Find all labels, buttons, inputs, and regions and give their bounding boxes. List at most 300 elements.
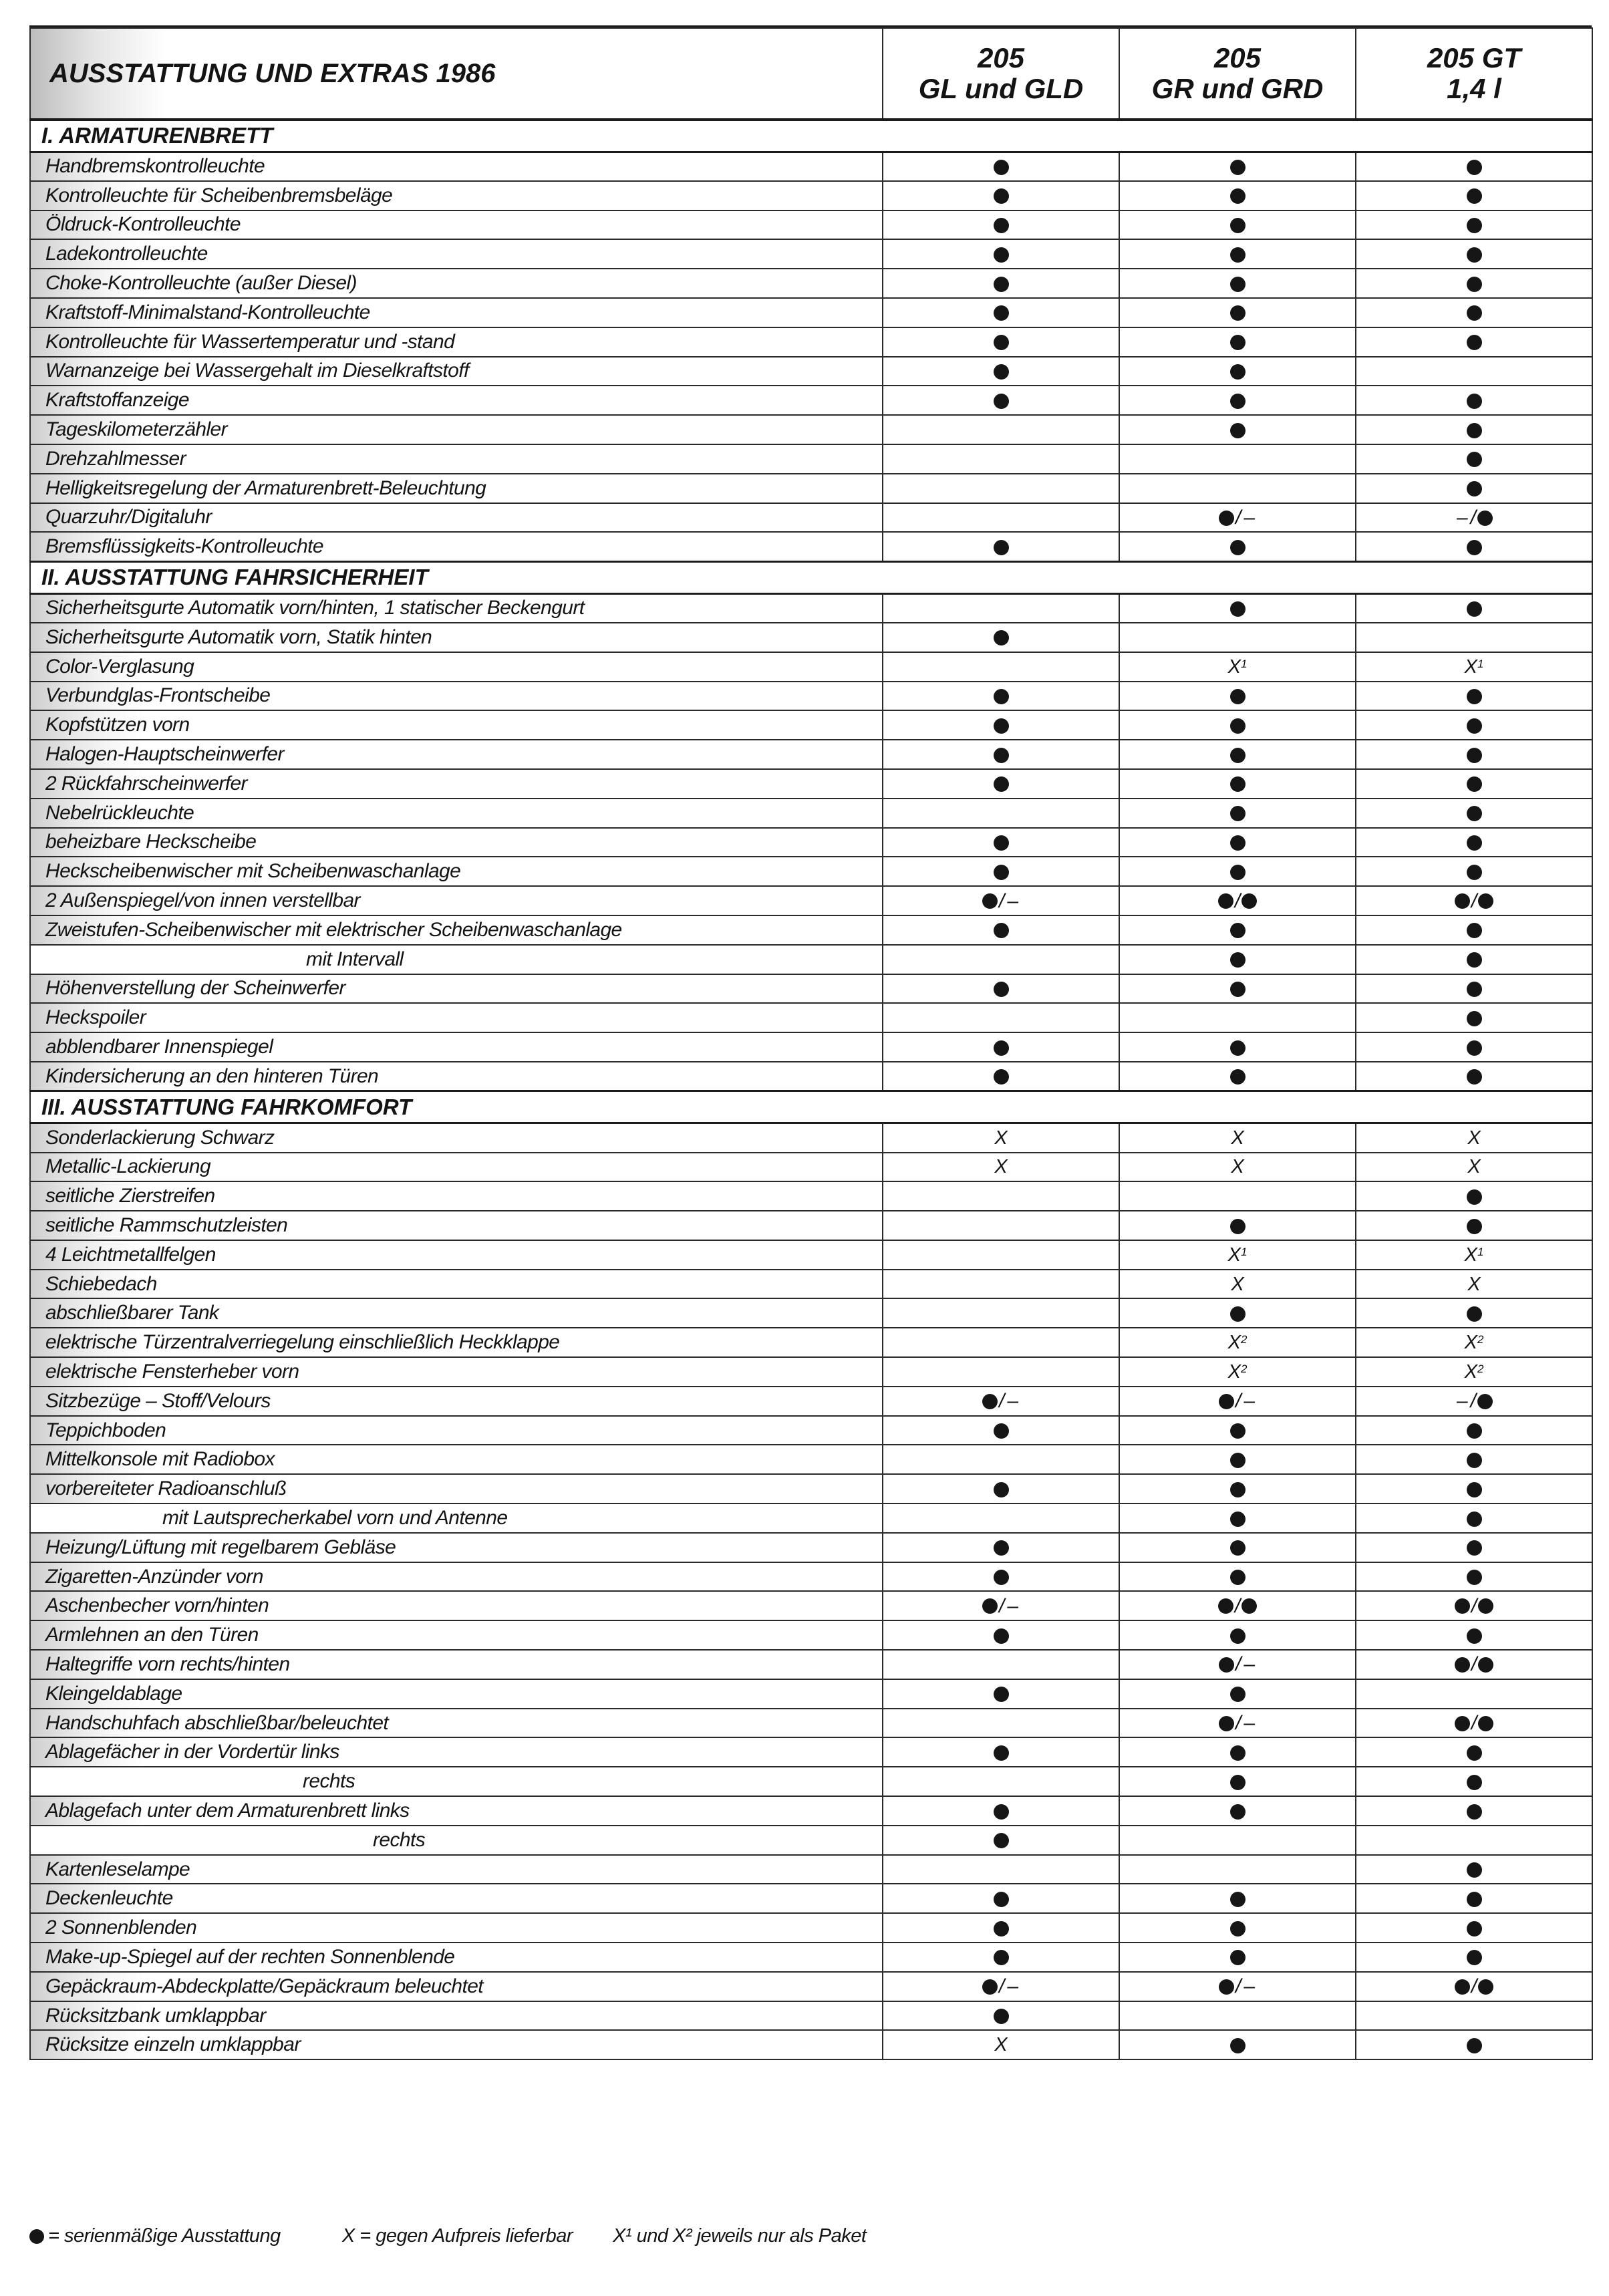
row-label-text: abblendbarer Innenspiegel bbox=[45, 1036, 273, 1058]
marker-cell bbox=[1119, 682, 1356, 711]
filled-dot-icon bbox=[994, 1921, 1009, 1936]
filled-dot-icon bbox=[1467, 1189, 1482, 1205]
filled-dot-icon bbox=[1455, 1657, 1470, 1673]
column-header-line1: 205 bbox=[1213, 42, 1262, 74]
marker-cell bbox=[1119, 503, 1356, 533]
filled-dot-icon bbox=[1467, 1862, 1482, 1878]
filled-dot-icon bbox=[1467, 452, 1482, 467]
marker-cell bbox=[883, 740, 1119, 769]
marker-cell bbox=[1356, 1591, 1592, 1620]
filled-dot-icon bbox=[1241, 1598, 1257, 1614]
marker-cell bbox=[883, 1003, 1119, 1032]
column-header-gl bbox=[883, 28, 1119, 120]
section-header-row bbox=[30, 561, 1592, 593]
marker-cell bbox=[1356, 2001, 1592, 2031]
marker-cell bbox=[1119, 210, 1356, 240]
row-label bbox=[30, 1298, 883, 1328]
filled-dot-icon bbox=[1230, 1482, 1246, 1497]
filled-dot-icon bbox=[1230, 188, 1246, 204]
filled-dot-icon bbox=[994, 1950, 1009, 1965]
filled-dot-icon bbox=[1467, 776, 1482, 792]
table-row bbox=[30, 1445, 1592, 1474]
slash-separator: / bbox=[998, 1390, 1005, 1413]
filled-dot-icon bbox=[994, 247, 1009, 263]
column-header-line1: 205 GT bbox=[1427, 42, 1521, 74]
row-label bbox=[30, 1679, 883, 1709]
marker-cell bbox=[883, 503, 1119, 533]
marker-cell bbox=[883, 1679, 1119, 1709]
marker-cell bbox=[1356, 1123, 1592, 1153]
marker-cell bbox=[1356, 857, 1592, 886]
table-row bbox=[30, 1972, 1592, 2001]
filled-dot-icon bbox=[994, 394, 1009, 409]
table-row bbox=[30, 1591, 1592, 1620]
marker-cell bbox=[1356, 210, 1592, 240]
filled-dot-icon bbox=[994, 718, 1009, 734]
table-row bbox=[30, 1357, 1592, 1387]
marker-cell bbox=[1356, 1503, 1592, 1533]
marker-cell bbox=[883, 239, 1119, 269]
marker-cell bbox=[1119, 2030, 1356, 2059]
marker-cell bbox=[1119, 915, 1356, 945]
marker-cell bbox=[1119, 386, 1356, 415]
marker-cell bbox=[1356, 682, 1592, 711]
dash-mark: – bbox=[1456, 1390, 1468, 1413]
table-row bbox=[30, 298, 1592, 327]
marker-cell bbox=[1356, 945, 1592, 974]
filled-dot-icon bbox=[1467, 1040, 1482, 1056]
filled-dot-icon bbox=[1219, 1979, 1234, 1995]
row-label-text: Handschuhfach abschließbar/beleuchtet bbox=[45, 1711, 389, 1734]
filled-dot-icon bbox=[1467, 1306, 1482, 1322]
table-row bbox=[30, 1181, 1592, 1211]
marker-cell bbox=[883, 1943, 1119, 1972]
slash-separator: / bbox=[1235, 1653, 1241, 1676]
filled-dot-icon bbox=[994, 540, 1009, 555]
row-label bbox=[30, 1884, 883, 1913]
marker-cell bbox=[883, 1445, 1119, 1474]
marker-cell bbox=[1356, 1767, 1592, 1796]
row-label bbox=[30, 682, 883, 711]
marker-cell bbox=[1356, 1357, 1592, 1387]
slash-separator: / bbox=[998, 1594, 1005, 1617]
row-label-text: Metallic-Lackierung bbox=[45, 1155, 211, 1178]
marker-cell bbox=[883, 1328, 1119, 1357]
marker-cell bbox=[883, 444, 1119, 474]
marker-cell bbox=[883, 593, 1119, 623]
row-label-text: Make-up-Spiegel auf der rechten Sonnenblende bbox=[45, 1945, 455, 1968]
extra-mark: X bbox=[994, 2034, 1008, 2056]
marker-cell bbox=[883, 1032, 1119, 1062]
row-label bbox=[30, 386, 883, 415]
row-label bbox=[30, 1855, 883, 1884]
row-label-text: Kraftstoff-Minimalstand-Kontrolleuchte bbox=[45, 301, 370, 323]
filled-dot-icon bbox=[994, 188, 1009, 204]
marker-cell bbox=[1119, 532, 1356, 561]
marker-cell bbox=[883, 357, 1119, 386]
row-label bbox=[30, 2030, 883, 2059]
header-row bbox=[30, 28, 1592, 120]
extra-mark: X bbox=[1231, 1127, 1244, 1149]
marker-cell bbox=[883, 652, 1119, 682]
table-row bbox=[30, 1796, 1592, 1826]
filled-dot-icon bbox=[994, 160, 1009, 175]
marker-cell bbox=[1356, 1032, 1592, 1062]
marker-cell bbox=[883, 210, 1119, 240]
marker-cell bbox=[1119, 1533, 1356, 1562]
filled-dot-icon bbox=[1230, 835, 1246, 851]
row-label bbox=[30, 503, 883, 533]
marker-cell bbox=[1119, 1767, 1356, 1796]
row-label-text: 2 Außenspiegel/von innen verstellbar bbox=[45, 889, 360, 912]
extra-mark: $X^2$ bbox=[1464, 1360, 1484, 1383]
filled-dot-icon bbox=[1467, 247, 1482, 263]
filled-dot-icon bbox=[1230, 865, 1246, 880]
marker-cell bbox=[1119, 181, 1356, 210]
equipment-table bbox=[29, 27, 1593, 2060]
row-label bbox=[30, 152, 883, 181]
filled-dot-icon bbox=[1467, 1745, 1482, 1761]
filled-dot-icon bbox=[1230, 1628, 1246, 1644]
extra-mark: X bbox=[994, 1156, 1008, 1178]
filled-dot-icon bbox=[1230, 1775, 1246, 1790]
marker-cell bbox=[1119, 1445, 1356, 1474]
column-header-line2: GL und GLD bbox=[918, 73, 1084, 104]
row-label-text: Mittelkonsole mit Radiobox bbox=[45, 1448, 275, 1471]
marker-cell bbox=[1356, 1181, 1592, 1211]
row-label bbox=[30, 1943, 883, 1972]
filled-dot-icon bbox=[1467, 865, 1482, 880]
marker-cell bbox=[1356, 1062, 1592, 1091]
marker-cell bbox=[1119, 1972, 1356, 2001]
table-row bbox=[30, 415, 1592, 444]
marker-cell bbox=[1356, 974, 1592, 1004]
marker-cell bbox=[1119, 1650, 1356, 1679]
table-row bbox=[30, 799, 1592, 828]
row-label bbox=[30, 623, 883, 652]
marker-cell bbox=[1356, 2030, 1592, 2059]
filled-dot-icon bbox=[982, 1598, 998, 1614]
filled-dot-icon bbox=[994, 364, 1009, 380]
marker-cell bbox=[1119, 799, 1356, 828]
row-label bbox=[30, 1123, 883, 1153]
row-label-text: Zigaretten-Anzünder vorn bbox=[45, 1565, 263, 1588]
marker-cell bbox=[1356, 652, 1592, 682]
row-label-text: Ladekontrolleuchte bbox=[45, 243, 208, 265]
filled-dot-icon bbox=[994, 982, 1009, 997]
row-label bbox=[30, 1826, 883, 1855]
extra-mark: $X^2$ bbox=[1464, 1332, 1484, 1354]
row-label bbox=[30, 1972, 883, 2001]
row-label-text: Zweistufen-Scheibenwischer mit elektrischer Scheibenwaschanlage bbox=[45, 918, 622, 941]
filled-dot-icon bbox=[1455, 1598, 1470, 1614]
table-row bbox=[30, 386, 1592, 415]
row-label-text: Quarzuhr/Digitaluhr bbox=[45, 506, 212, 529]
marker-cell bbox=[1356, 1003, 1592, 1032]
dash-mark: – bbox=[1244, 1653, 1256, 1676]
table-row bbox=[30, 269, 1592, 298]
filled-dot-icon bbox=[1478, 1657, 1493, 1673]
filled-dot-icon bbox=[1467, 689, 1482, 704]
marker-cell bbox=[1356, 1972, 1592, 2001]
equipment-sheet bbox=[29, 25, 1592, 2060]
marker-cell bbox=[1356, 269, 1592, 298]
filled-dot-icon bbox=[1230, 982, 1246, 997]
filled-dot-icon bbox=[1467, 1775, 1482, 1790]
filled-dot-icon bbox=[1467, 1950, 1482, 1965]
row-label-text: Heizung/Lüftung mit regelbarem Gebläse bbox=[45, 1536, 396, 1558]
row-label bbox=[30, 2001, 883, 2031]
marker-cell bbox=[883, 1620, 1119, 1650]
row-label-text: mit Lautsprecherkabel vorn und Antenne bbox=[162, 1506, 508, 1529]
row-label-text: Sicherheitsgurte Automatik vorn/hinten, 1 statischer Beckengurt bbox=[45, 597, 585, 619]
extra-mark: X bbox=[1467, 1127, 1481, 1149]
marker-cell bbox=[1119, 1240, 1356, 1270]
marker-cell bbox=[1356, 1533, 1592, 1562]
legend-package bbox=[613, 2225, 866, 2247]
row-label bbox=[30, 1445, 883, 1474]
extra-mark: X bbox=[1467, 1156, 1481, 1178]
marker-cell bbox=[1119, 1503, 1356, 1533]
marker-cell bbox=[1119, 327, 1356, 357]
filled-dot-icon bbox=[1219, 1394, 1234, 1409]
table-row bbox=[30, 1503, 1592, 1533]
table-row bbox=[30, 1620, 1592, 1650]
marker-cell bbox=[1119, 1270, 1356, 1299]
row-label bbox=[30, 415, 883, 444]
marker-cell bbox=[1119, 2001, 1356, 2031]
row-label-text: Ablagefach unter dem Armaturenbrett links bbox=[45, 1799, 410, 1822]
table-row bbox=[30, 623, 1592, 652]
row-label bbox=[30, 532, 883, 561]
marker-cell bbox=[1356, 1796, 1592, 1826]
row-label-text: rechts bbox=[373, 1828, 426, 1851]
row-label-text: Aschenbecher vorn/hinten bbox=[45, 1594, 269, 1617]
filled-dot-icon bbox=[994, 835, 1009, 851]
row-label bbox=[30, 1416, 883, 1445]
marker-cell bbox=[1356, 152, 1592, 181]
filled-dot-icon bbox=[1230, 1950, 1246, 1965]
legend-standard-text: = serienmäßige Ausstattung bbox=[48, 2225, 281, 2247]
dash-mark: – bbox=[1244, 1975, 1256, 1998]
row-label bbox=[30, 1032, 883, 1062]
table-row bbox=[30, 210, 1592, 240]
extra-mark: $X^1$ bbox=[1227, 656, 1248, 678]
marker-cell bbox=[1356, 1474, 1592, 1503]
marker-cell bbox=[1356, 1328, 1592, 1357]
filled-dot-icon bbox=[1467, 923, 1482, 938]
filled-dot-icon bbox=[1467, 835, 1482, 851]
filled-dot-icon bbox=[994, 776, 1009, 792]
filled-dot-icon bbox=[1467, 160, 1482, 175]
row-label-text: Kontrolleuchte für Scheibenbremsbeläge bbox=[45, 184, 393, 206]
column-header-line2: 1,4 l bbox=[1447, 73, 1501, 104]
dash-mark: – bbox=[1456, 507, 1468, 529]
marker-cell bbox=[883, 710, 1119, 740]
filled-dot-icon bbox=[1230, 1512, 1246, 1527]
row-label-text: Choke-Kontrolleuchte (außer Diesel) bbox=[45, 272, 357, 295]
extra-mark: X bbox=[994, 1127, 1008, 1149]
filled-dot-icon bbox=[1219, 511, 1234, 526]
row-label bbox=[30, 799, 883, 828]
filled-dot-icon bbox=[1230, 160, 1246, 175]
marker-cell bbox=[1356, 1943, 1592, 1972]
row-label-text: Rücksitzbank umklappbar bbox=[45, 2004, 266, 2027]
marker-cell bbox=[883, 1562, 1119, 1592]
filled-dot-icon bbox=[1467, 1540, 1482, 1556]
dash-mark: – bbox=[1007, 1594, 1019, 1617]
marker-cell bbox=[883, 799, 1119, 828]
marker-cell bbox=[883, 1913, 1119, 1943]
marker-cell bbox=[1119, 1357, 1356, 1387]
row-label-text: Sonderlackierung Schwarz bbox=[45, 1126, 275, 1149]
table-row bbox=[30, 1737, 1592, 1767]
filled-dot-icon bbox=[1467, 218, 1482, 233]
slash-separator: / bbox=[1470, 507, 1477, 529]
marker-cell bbox=[1119, 1153, 1356, 1182]
marker-cell bbox=[1119, 444, 1356, 474]
row-label-text: Color-Verglasung bbox=[45, 655, 194, 678]
legend-standard bbox=[29, 2225, 281, 2247]
row-label bbox=[30, 1767, 883, 1796]
row-label-text: Haltegriffe vorn rechts/hinten bbox=[45, 1653, 290, 1675]
filled-dot-icon bbox=[1455, 1716, 1470, 1731]
filled-dot-icon bbox=[1230, 277, 1246, 292]
column-header-line2: GR und GRD bbox=[1151, 73, 1324, 104]
marker-cell bbox=[1356, 1737, 1592, 1767]
section-title: III. AUSSTATTUNG FAHRKOMFORT bbox=[30, 1091, 1592, 1123]
filled-dot-icon bbox=[1230, 1892, 1246, 1907]
marker-cell bbox=[883, 769, 1119, 799]
row-label bbox=[30, 740, 883, 769]
filled-dot-icon bbox=[1230, 952, 1246, 968]
filled-dot-icon bbox=[994, 218, 1009, 233]
marker-cell bbox=[883, 1181, 1119, 1211]
marker-cell bbox=[1119, 1796, 1356, 1826]
marker-cell bbox=[883, 2001, 1119, 2031]
filled-dot-icon bbox=[1467, 952, 1482, 968]
row-label bbox=[30, 474, 883, 503]
table-row bbox=[30, 915, 1592, 945]
row-label-text: Kartenleselampe bbox=[45, 1858, 190, 1880]
table-row bbox=[30, 2001, 1592, 2031]
marker-cell bbox=[883, 1211, 1119, 1240]
row-label bbox=[30, 652, 883, 682]
row-label-text: Armlehnen an den Türen bbox=[45, 1624, 259, 1646]
row-label-text: Sicherheitsgurte Automatik vorn, Statik hinten bbox=[45, 625, 432, 648]
row-label bbox=[30, 1796, 883, 1826]
marker-cell bbox=[883, 915, 1119, 945]
row-label-text: Kleingeldablage bbox=[45, 1682, 182, 1705]
row-label-text: mit Intervall bbox=[306, 948, 404, 970]
filled-dot-icon bbox=[1230, 423, 1246, 438]
marker-cell bbox=[1356, 181, 1592, 210]
marker-cell bbox=[883, 1503, 1119, 1533]
marker-cell bbox=[883, 1062, 1119, 1091]
extra-mark: X bbox=[1231, 1156, 1244, 1178]
slash-separator: / bbox=[1470, 1390, 1477, 1413]
filled-dot-icon bbox=[1455, 1979, 1470, 1995]
filled-dot-icon bbox=[982, 1394, 998, 1409]
marker-cell bbox=[883, 1240, 1119, 1270]
marker-cell bbox=[1356, 740, 1592, 769]
table-row bbox=[30, 1153, 1592, 1182]
row-label bbox=[30, 1562, 883, 1592]
extra-mark: $X^2$ bbox=[1227, 1332, 1248, 1354]
marker-cell bbox=[1356, 1913, 1592, 1943]
filled-dot-icon bbox=[994, 1482, 1009, 1497]
legend-package-text: X¹ und X² jeweils nur als Paket bbox=[613, 2225, 867, 2247]
row-label-text: Halogen-Hauptscheinwerfer bbox=[45, 743, 284, 766]
slash-separator: / bbox=[1235, 1390, 1241, 1413]
filled-dot-icon bbox=[994, 1423, 1009, 1439]
marker-cell bbox=[1356, 532, 1592, 561]
table-row bbox=[30, 1884, 1592, 1913]
filled-dot-icon bbox=[1230, 364, 1246, 380]
marker-cell bbox=[883, 1474, 1119, 1503]
filled-dot-icon bbox=[1230, 718, 1246, 734]
row-label-text: seitliche Rammschutzleisten bbox=[45, 1213, 288, 1236]
marker-cell bbox=[1119, 1211, 1356, 1240]
filled-dot-icon bbox=[1230, 1069, 1246, 1085]
filled-dot-icon bbox=[1467, 1892, 1482, 1907]
marker-cell bbox=[1119, 1620, 1356, 1650]
marker-cell bbox=[1119, 652, 1356, 682]
row-label bbox=[30, 1357, 883, 1387]
marker-cell bbox=[883, 2030, 1119, 2059]
row-label bbox=[30, 357, 883, 386]
filled-dot-icon bbox=[1467, 188, 1482, 204]
table-row bbox=[30, 1562, 1592, 1592]
legend-extra bbox=[342, 2225, 573, 2247]
marker-cell bbox=[1119, 1328, 1356, 1357]
table-row bbox=[30, 652, 1592, 682]
filled-dot-icon bbox=[1230, 1804, 1246, 1820]
filled-dot-icon bbox=[994, 689, 1009, 704]
row-label bbox=[30, 769, 883, 799]
row-label-text: Deckenleuchte bbox=[45, 1887, 173, 1910]
table-row bbox=[30, 974, 1592, 1004]
marker-cell bbox=[1356, 1562, 1592, 1592]
row-label bbox=[30, 298, 883, 327]
marker-cell bbox=[1356, 1679, 1592, 1709]
row-label bbox=[30, 1153, 883, 1182]
marker-cell bbox=[1356, 357, 1592, 386]
marker-cell bbox=[1119, 593, 1356, 623]
row-label-text: Ablagefächer in der Vordertür links bbox=[45, 1741, 339, 1763]
marker-cell bbox=[883, 1533, 1119, 1562]
filled-dot-icon bbox=[1467, 540, 1482, 555]
extra-mark: $X^1$ bbox=[1464, 656, 1484, 678]
extra-mark: X bbox=[1231, 1273, 1244, 1295]
marker-cell bbox=[1119, 623, 1356, 652]
row-label-text: vorbereiteter Radioanschluß bbox=[45, 1477, 287, 1500]
filled-dot-icon bbox=[1219, 1716, 1234, 1731]
filled-dot-icon bbox=[994, 2009, 1009, 2024]
row-label-text: abschließbarer Tank bbox=[45, 1302, 219, 1324]
filled-dot-icon bbox=[994, 1804, 1009, 1820]
row-label bbox=[30, 1328, 883, 1357]
filled-dot-icon bbox=[1230, 335, 1246, 350]
row-label-text: Öldruck-Kontrolleuchte bbox=[45, 213, 241, 236]
table-row bbox=[30, 1679, 1592, 1709]
filled-dot-icon bbox=[1477, 511, 1493, 526]
row-label bbox=[30, 1387, 883, 1416]
filled-dot-icon bbox=[1230, 689, 1246, 704]
filled-dot-icon bbox=[1467, 982, 1482, 997]
row-label-text: seitliche Zierstreifen bbox=[45, 1185, 215, 1207]
marker-cell bbox=[883, 1357, 1119, 1387]
